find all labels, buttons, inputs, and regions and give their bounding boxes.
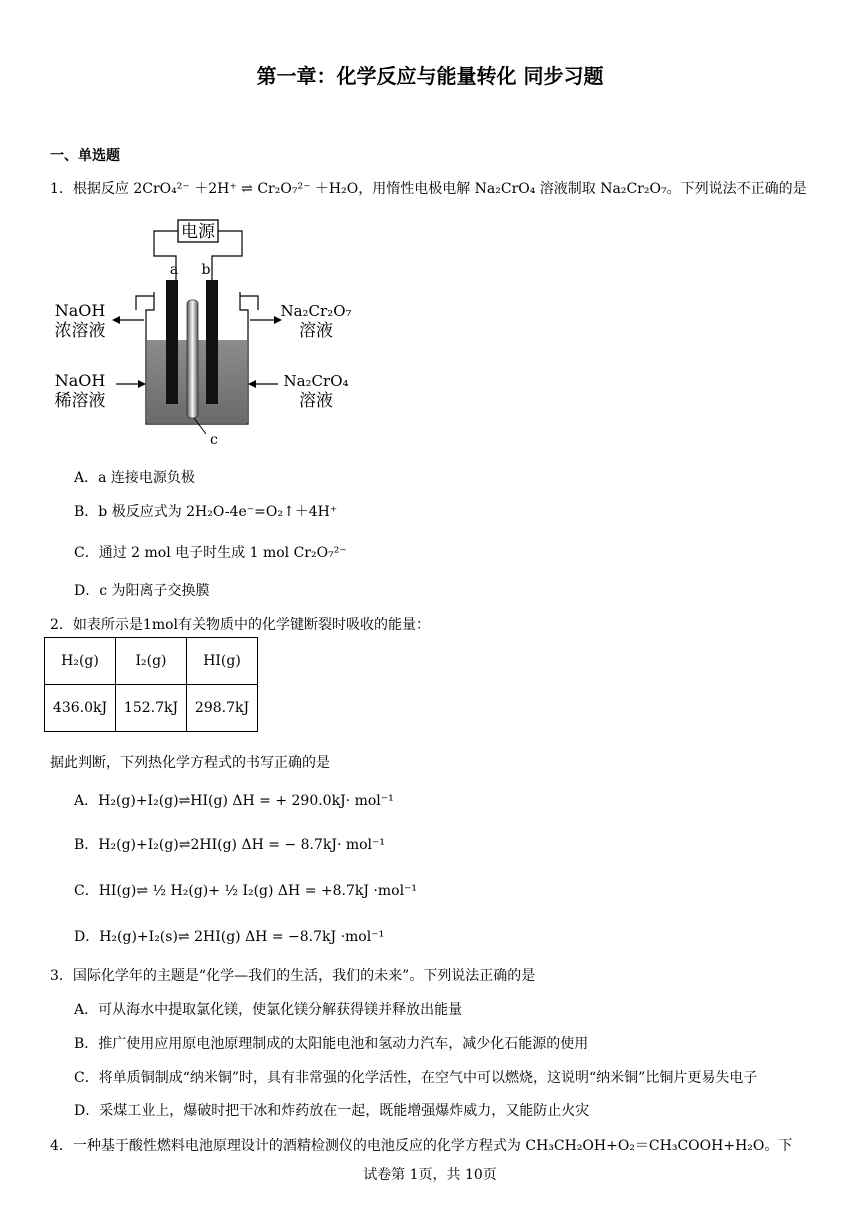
naoh-dilute-label-2: 稀溶液 [54,391,106,411]
table-header-hi: HI(g) [187,638,258,685]
page-footer: 试卷第 1页，共 10页 [363,1167,497,1183]
electrode-a-label: a [169,262,179,278]
page-title: 第一章：化学反应与能量转化 同步习题 [256,64,604,88]
table-cell-i2: 152.7kJ [116,685,187,732]
q3-option-c: C．将单质铜制成“纳米铜”时，具有非常强的化学活性，在空气中可以燃烧，这说明“纳米铜”比铜片更易失电子 [74,1070,758,1086]
na2cr2o7-label-2: 溶液 [299,321,333,341]
table-cell-h2: 436.0kJ [45,685,116,732]
q1-option-c: C．通过 2 mol 电子时生成 1 mol Cr₂O₇²⁻ [74,545,347,561]
q1-option-b: B．b 极反应式为 2H₂O-4e⁻=O₂↑＋4H⁺ [74,504,338,520]
na2cro4-label-1: Na₂CrO₄ [283,372,349,390]
q2-option-c: C．HI(g)⇌ ½ H₂(g)+ ½ I₂(g) ΔH = +8.7kJ ·mol⁻¹ [74,883,418,899]
q3-option-d: D．采煤工业上，爆破时把干冰和炸药放在一起，既能增强爆炸威力，又能防止火灾 [74,1103,590,1119]
q2-option-d: D．H₂(g)+I₂(s)⇌ 2HI(g) ΔH = −8.7kJ ·mol⁻¹ [74,929,385,945]
electrolysis-diagram [50,212,370,450]
membrane-c-label: c [210,432,218,448]
q2-option-a: A．H₂(g)+I₂(g)⇌HI(g) ΔH = + 290.0kJ· mol⁻¹ [74,793,394,809]
question-4-stem: 4．一种基于酸性燃料电池原理设计的酒精检测仪的电池反应的化学方程式为 CH₃CH₂OH+O₂＝CH₃COOH+H₂O。下 [50,1138,793,1154]
na2cro4-label-2: 溶液 [299,391,333,411]
question-2-followup: 据此判断，下列热化学方程式的书写正确的是 [50,755,330,771]
table-header-h2: H₂(g) [45,638,116,685]
q1-option-a: A．a 连接电源负极 [74,470,195,486]
section-heading: 一、单选题 [50,148,120,164]
electrode-b-label: b [201,262,211,278]
question-1-stem: 1．根据反应 2CrO₄²⁻ ＋2H⁺ ⇌ Cr₂O₇²⁻ ＋H₂O，用惰性电极电解 Na₂CrO₄ 溶液制取 Na₂Cr₂O₇。下列说法不正确的是 [50,181,807,197]
power-label: 电源 [181,222,215,242]
question-3-stem: 3．国际化学年的主题是“化学—我们的生活，我们的未来”。下列说法正确的是 [50,968,536,984]
q3-option-a: A．可从海水中提取氯化镁，使氯化镁分解获得镁并释放出能量 [74,1002,463,1018]
na2cr2o7-label-1: Na₂Cr₂O₇ [280,302,352,320]
naoh-conc-label-2: 浓溶液 [54,321,106,341]
electrode-b [206,280,218,404]
table-header-i2: I₂(g) [116,638,187,685]
naoh-conc-label-1: NaOH [54,301,106,320]
table-cell-hi: 298.7kJ [187,685,258,732]
q2-option-b: B．H₂(g)+I₂(g)⇌2HI(g) ΔH = − 8.7kJ· mol⁻¹ [74,837,386,853]
q3-option-b: B．推广使用应用原电池原理制成的太阳能电池和氢动力汽车，减少化石能源的使用 [74,1036,589,1052]
question-2-stem: 2．如表所示是1mol有关物质中的化学键断裂时吸收的能量： [50,617,430,633]
table-row [45,685,258,732]
membrane-c [187,300,198,418]
naoh-dilute-label-1: NaOH [54,371,106,390]
table-row [45,638,258,685]
q1-option-d: D．c 为阳离子交换膜 [74,583,210,599]
electrode-a [166,280,178,404]
bond-energy-table [44,637,258,732]
